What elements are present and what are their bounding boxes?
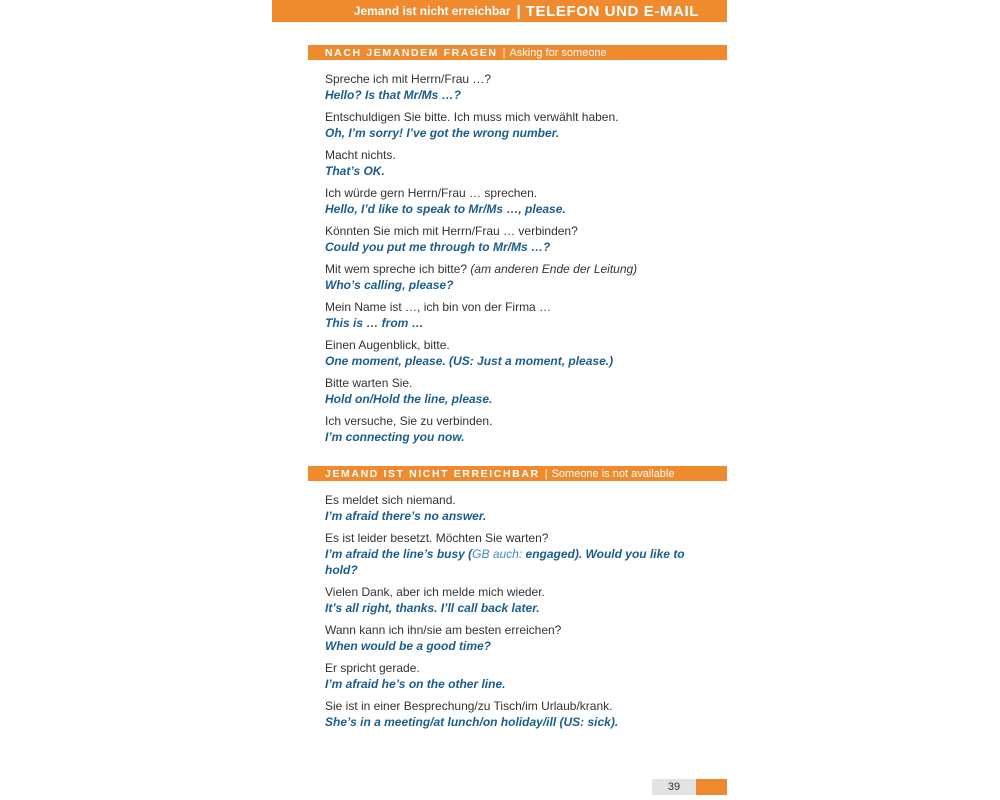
english-phrase: I’m afraid there’s no answer. [325,509,487,523]
german-phrase: Mein Name ist …, ich bin von der Firma … [325,300,552,314]
german-phrase: Wann kann ich ihn/sie am besten erreichen? [325,623,562,637]
german-phrase: Könnten Sie mich mit Herrn/Frau … verbinden? [325,224,578,238]
phrase-list-unavailable [325,493,697,737]
phrase-entry [325,148,697,179]
phrase-entry [325,338,697,369]
page-tab-accent [696,779,727,795]
english-phrase-note: GB auch: [472,547,523,561]
phrase-entry [325,72,697,103]
english-phrase: When would be a good time? [325,639,491,653]
german-phrase: Ich würde gern Herrn/Frau … sprechen. [325,186,538,200]
phrase-entry [325,224,697,255]
phrase-entry [325,699,697,730]
section-separator: | [544,467,548,480]
german-phrase: Spreche ich mit Herrn/Frau …? [325,72,492,86]
german-phrase: Ich versuche, Sie zu verbinden. [325,414,493,428]
english-phrase-rest: engaged). Would you like to hold? [325,547,685,577]
german-phrase: Es meldet sich niemand. [325,493,456,507]
chapter-header [272,0,727,22]
english-phrase: It’s all right, thanks. I’ll call back later. [325,601,540,615]
phrase-list-asking [325,72,697,452]
section-subtitle: Asking for someone [509,46,607,59]
german-phrase: Sie ist in einer Besprechung/zu Tisch/im Urlaub/krank. [325,699,613,713]
english-phrase-text: I’m afraid the line’s busy ( [325,547,473,561]
german-phrase: Macht nichts. [325,148,396,162]
english-phrase: That’s OK. [325,164,385,178]
phrase-entry [325,661,697,692]
english-phrase: I’m afraid he’s on the other line. [325,677,506,691]
english-phrase: One moment, please. (US: Just a moment, please.) [325,354,614,368]
english-phrase: This is … from … [325,316,424,330]
german-phrase: Es ist leider besetzt. Möchten Sie warten? [325,531,549,545]
section-title: JEMAND IST NICHT ERREICHBAR [325,467,540,480]
german-phrase: Er spricht gerade. [325,661,420,675]
section-header-asking [308,45,727,60]
english-phrase: I’m connecting you now. [325,430,465,444]
english-phrase: Oh, I’m sorry! I’ve got the wrong number. [325,126,560,140]
phrase-entry [325,110,697,141]
german-phrase: Vielen Dank, aber ich melde mich wieder. [325,585,545,599]
phrase-entry [325,623,697,654]
chapter-title: TELEFON UND E-MAIL [525,2,699,20]
phrase-entry [325,414,697,445]
english-phrase: Hello, I’d like to speak to Mr/Ms …, please. [325,202,566,216]
page-number: 39 [652,779,696,795]
german-phrase: Bitte warten Sie. [325,376,413,390]
section-subtitle: Someone is not available [551,467,675,480]
phrase-entry [325,186,697,217]
section-title: NACH JEMANDEM FRAGEN [325,46,498,59]
phrase-entry [325,585,697,616]
phrase-entry [325,493,697,524]
phrase-entry [325,531,697,578]
german-phrase-note: (am anderen Ende der Leitung) [470,262,638,276]
english-phrase: Who’s calling, please? [325,278,454,292]
phrase-entry [325,376,697,407]
german-phrase-text: Mit wem spreche ich bitte? [325,262,468,276]
section-header-unavailable [308,466,727,481]
chapter-subtitle: Jemand ist nicht erreichbar [353,4,511,18]
section-separator: | [502,46,506,59]
phrase-entry [325,300,697,331]
german-phrase: Einen Augenblick, bitte. [325,338,450,352]
english-phrase: Could you put me through to Mr/Ms …? [325,240,551,254]
german-phrase [325,262,697,277]
english-phrase: Hold on/Hold the line, please. [325,392,493,406]
phrase-entry [325,262,697,293]
german-phrase: Entschuldigen Sie bitte. Ich muss mich verwählt haben. [325,110,619,124]
english-phrase: Hello? Is that Mr/Ms …? [325,88,462,102]
header-separator: | [516,2,521,20]
english-phrase [325,546,697,578]
english-phrase: She’s in a meeting/at lunch/on holiday/ill (US: sick). [325,715,619,729]
